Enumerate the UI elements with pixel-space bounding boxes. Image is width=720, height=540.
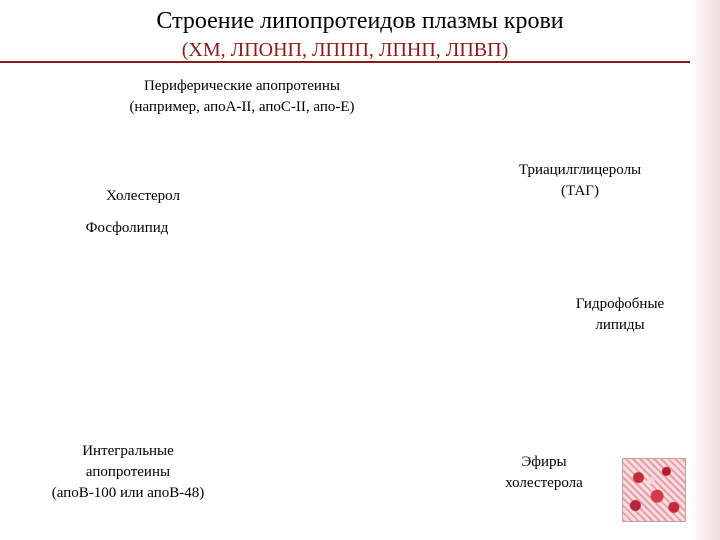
label-hydrophobic-lipids — [550, 294, 690, 336]
label-phospholipid: Фосфолипид — [85, 220, 169, 236]
label-triacylglycerols — [490, 160, 670, 202]
label-cholesterol: Холестерол — [106, 188, 180, 204]
label-esters-line1: Эфиры — [521, 454, 567, 470]
label-hydrophobic-line1: Гидрофобные — [575, 296, 665, 312]
slide-edge-decoration — [690, 0, 720, 540]
label-tag-line2: (ТАГ) — [561, 183, 599, 199]
slide-title: Строение липопротеидов плазмы крови — [156, 8, 564, 34]
label-cholesterol-esters — [484, 452, 604, 494]
label-integral-line2: апопротеины — [85, 464, 171, 480]
label-hydrophobic-line2: липиды — [595, 317, 645, 333]
label-integral-line3: (апоВ-100 или апоВ-48) — [51, 485, 205, 501]
label-integral-line1: Интегральные — [82, 443, 174, 459]
label-integral-apoproteins — [20, 441, 236, 504]
label-peripheral-apoproteins — [92, 76, 392, 118]
slide-subtitle: (ХМ, ЛПОНП, ЛППП, ЛПНП, ЛПВП) — [181, 39, 509, 61]
label-peripheral-line1: Периферические апопротеины — [143, 78, 341, 94]
label-esters-line2: холестерола — [505, 475, 583, 491]
tissue-thumbnail-image — [622, 458, 686, 522]
title-divider — [0, 61, 690, 63]
label-peripheral-line2: (например, апоА-II, апоС-II, апо-Е) — [129, 99, 355, 115]
label-tag-line1: Триацилглицеролы — [518, 162, 642, 178]
